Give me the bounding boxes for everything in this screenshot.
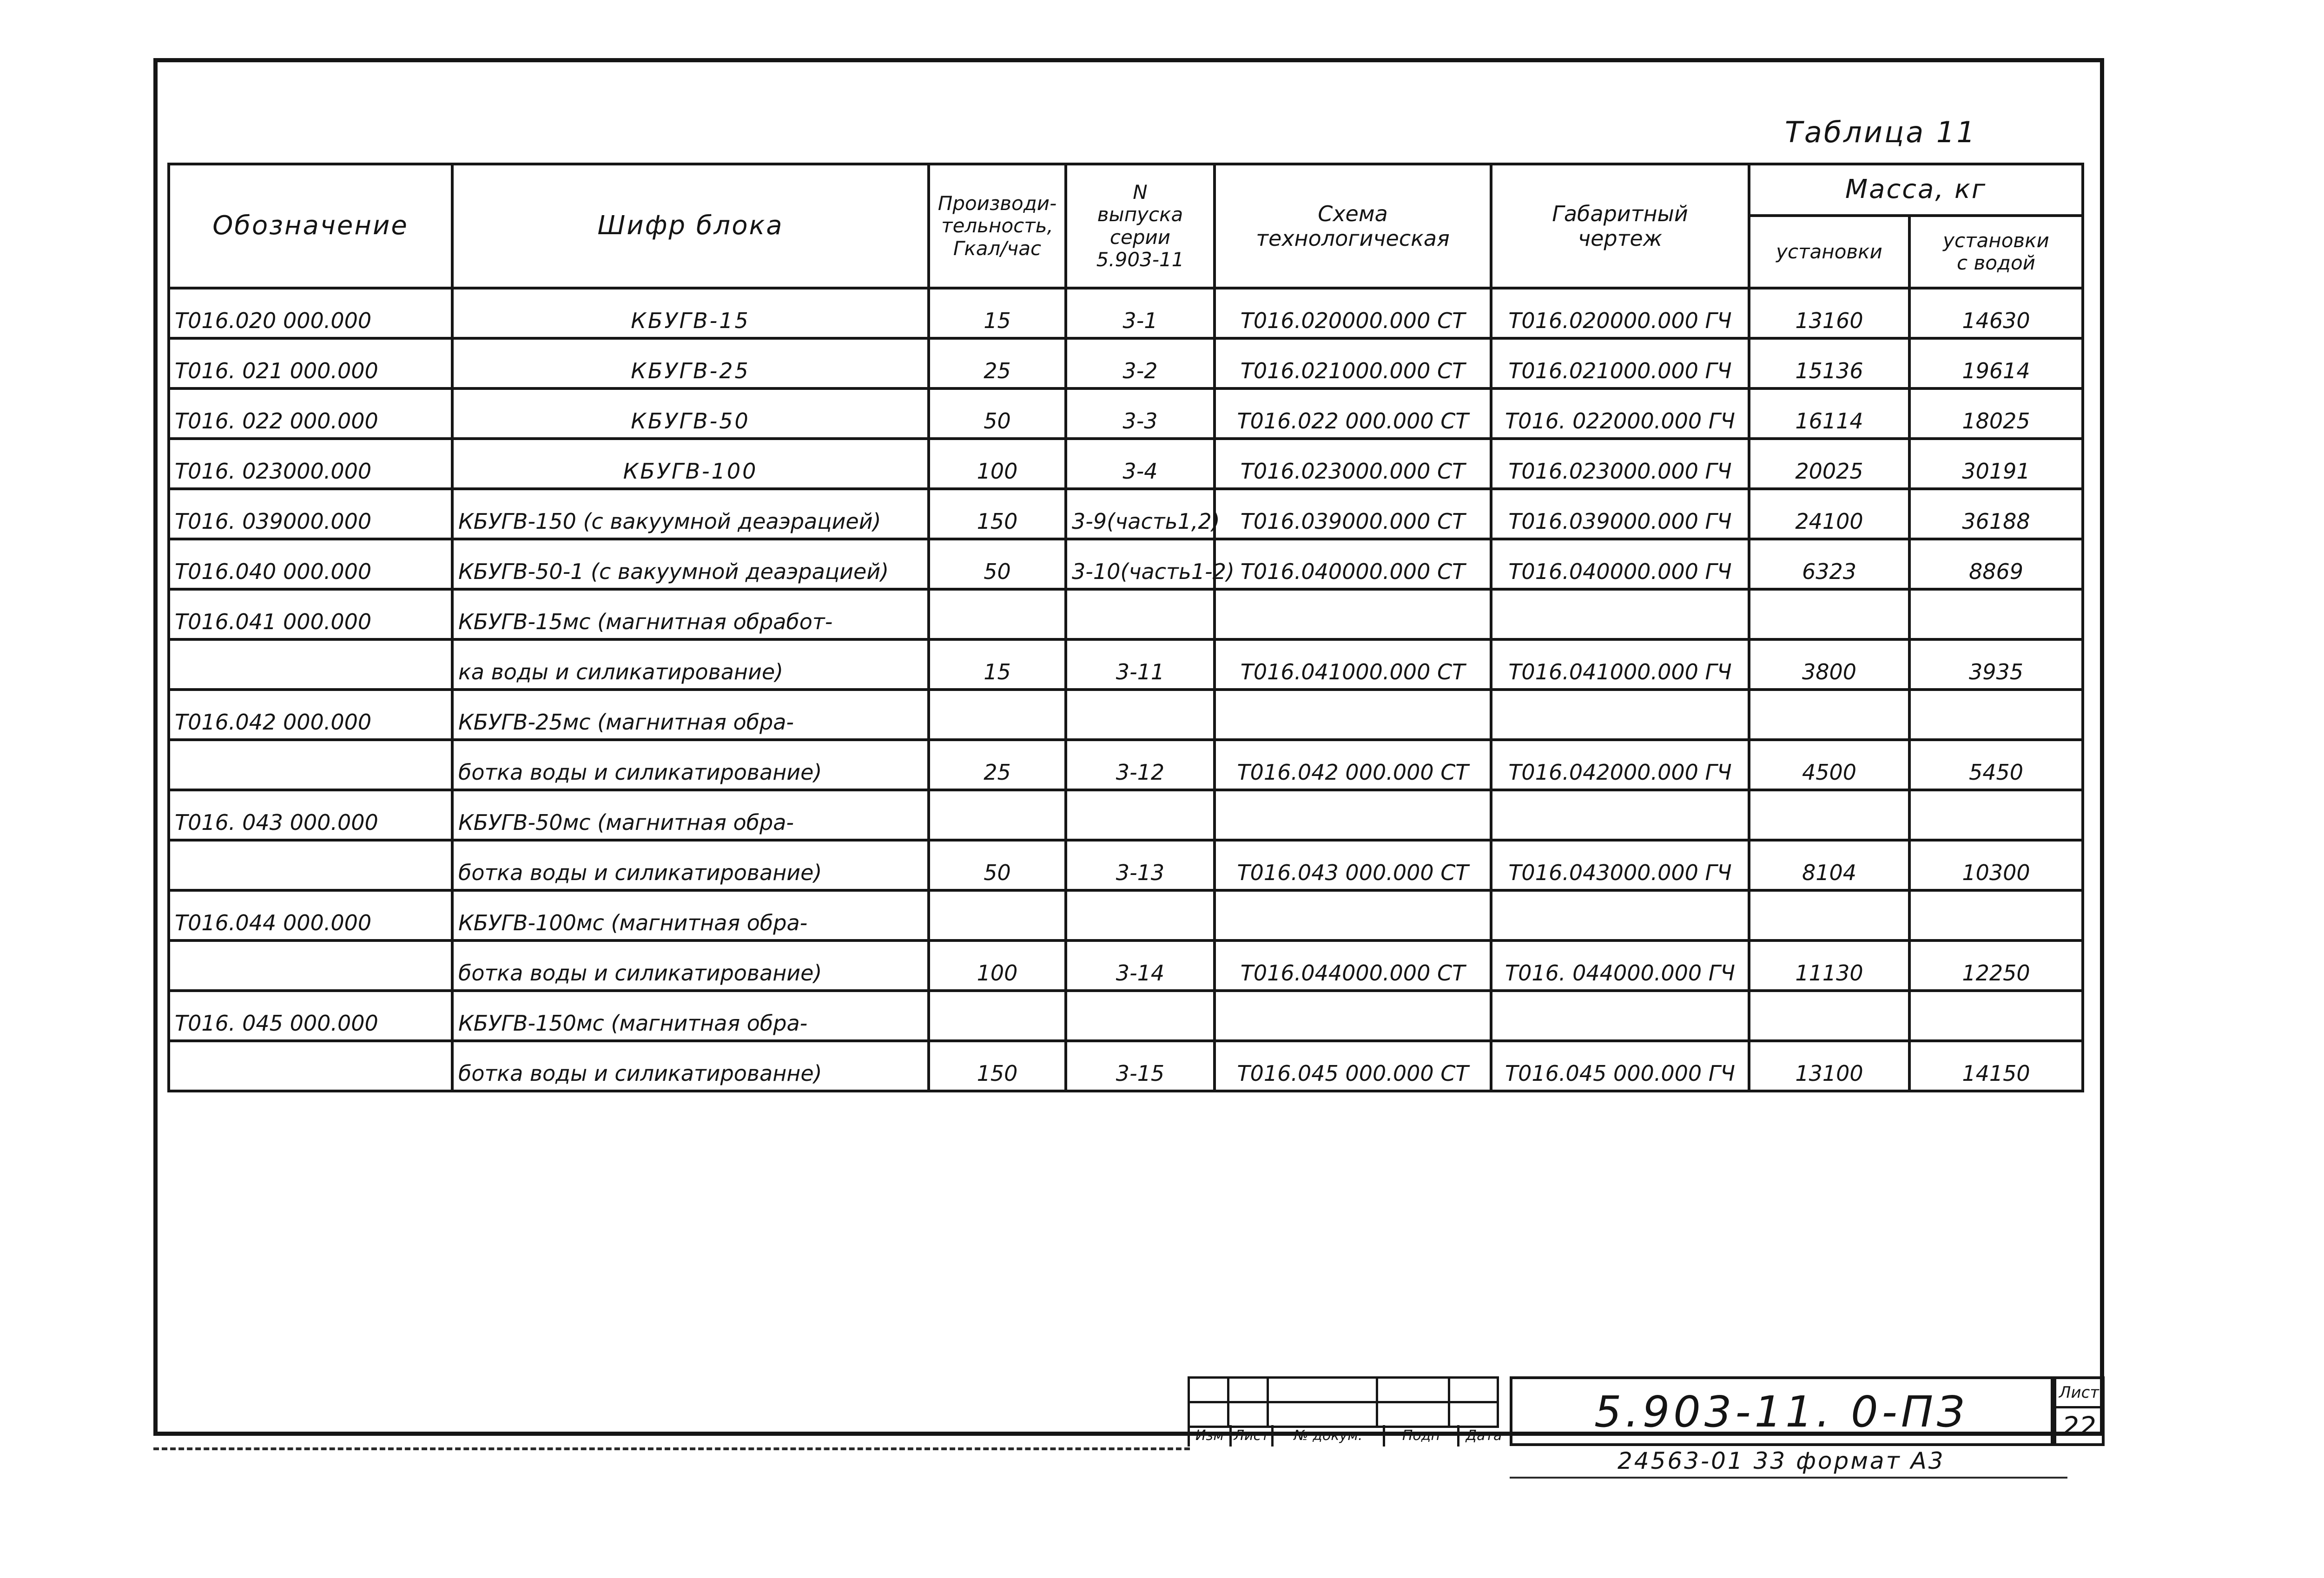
cell-capacity [929, 890, 1066, 940]
cell-mass-with-water [1909, 589, 2083, 639]
cell-capacity: 150 [929, 1041, 1066, 1091]
cell-issue: 3-15 [1066, 1041, 1215, 1091]
cell-scheme [1215, 690, 1491, 740]
cell-issue [1066, 890, 1215, 940]
cell-drawing: Т016.023000.000 ГЧ [1491, 439, 1749, 489]
stamp-sign-label: Подп [1383, 1425, 1457, 1446]
table-row [169, 439, 2083, 489]
cell-mass-with-water: 19614 [1909, 338, 2083, 388]
table-row [169, 539, 2083, 589]
cell-capacity [929, 690, 1066, 740]
cell-block-code: ботка воды и силикатированне) [452, 1041, 929, 1091]
cell-designation [169, 940, 452, 991]
cell-scheme: Т016.040000.000 СТ [1215, 539, 1491, 589]
cell-drawing: Т016.045 000.000 ГЧ [1491, 1041, 1749, 1091]
cell-scheme: Т016.042 000.000 СТ [1215, 740, 1491, 790]
table-row [169, 890, 2083, 940]
cell-designation: Т016. 039000.000 [169, 489, 452, 539]
stamp-sheet-label: Лист [1229, 1425, 1271, 1446]
cell-capacity: 50 [929, 539, 1066, 589]
cell-mass-with-water: 14630 [1909, 288, 2083, 338]
cell-scheme: Т016.043 000.000 СТ [1215, 840, 1491, 890]
cell-scheme: Т016.045 000.000 СТ [1215, 1041, 1491, 1091]
cell-mass [1749, 890, 1909, 940]
header-mass: Масса, кг [1749, 164, 2083, 216]
cell-mass-with-water: 10300 [1909, 840, 2083, 890]
table-row [169, 338, 2083, 388]
cell-block-code: КБУГВ-100мс (магнитная обра- [452, 890, 929, 940]
cell-capacity: 150 [929, 489, 1066, 539]
cell-drawing: Т016.042000.000 ГЧ [1491, 740, 1749, 790]
header-mass-with-water: установки с водой [1909, 216, 2083, 288]
cell-issue: 3-2 [1066, 338, 1215, 388]
cell-designation: Т016. 023000.000 [169, 439, 452, 489]
cell-designation: Т016.044 000.000 [169, 890, 452, 940]
cell-issue: 3-9(часть1,2) [1066, 489, 1215, 539]
cell-mass-with-water: 18025 [1909, 388, 2083, 439]
cell-mass [1749, 690, 1909, 740]
bottom-border-line [153, 1447, 1190, 1450]
cell-block-code: КБУГВ-25мс (магнитная обра- [452, 690, 929, 740]
cell-scheme: Т016.039000.000 СТ [1215, 489, 1491, 539]
cell-mass-with-water: 30191 [1909, 439, 2083, 489]
cell-issue: 3-12 [1066, 740, 1215, 790]
cell-mass-with-water: 14150 [1909, 1041, 2083, 1091]
cell-designation [169, 740, 452, 790]
cell-block-code: КБУГВ-50-1 (с вакуумной деаэрацией) [452, 539, 929, 589]
sheet-label: Лист [2056, 1379, 2102, 1408]
cell-scheme: Т016.044000.000 СТ [1215, 940, 1491, 991]
sheet-number-box [2053, 1376, 2105, 1446]
specification-table [167, 163, 2084, 1092]
table-row [169, 790, 2083, 840]
cell-block-code: ка воды и силикатирование) [452, 639, 929, 690]
cell-mass [1749, 589, 1909, 639]
cell-drawing [1491, 589, 1749, 639]
cell-issue: 3-14 [1066, 940, 1215, 991]
cell-designation: Т016. 022 000.000 [169, 388, 452, 439]
cell-capacity [929, 589, 1066, 639]
cell-block-code: КБУГВ-150мс (магнитная обра- [452, 991, 929, 1041]
cell-mass-with-water: 8869 [1909, 539, 2083, 589]
footer-underline [1510, 1477, 2067, 1479]
cell-scheme: Т016.020000.000 СТ [1215, 288, 1491, 338]
cell-scheme [1215, 790, 1491, 840]
cell-designation: Т016.042 000.000 [169, 690, 452, 740]
cell-scheme [1215, 890, 1491, 940]
cell-designation: Т016.040 000.000 [169, 539, 452, 589]
cell-mass-with-water: 36188 [1909, 489, 2083, 539]
table-body [169, 288, 2083, 1091]
cell-capacity [929, 991, 1066, 1041]
cell-mass: 4500 [1749, 740, 1909, 790]
cell-drawing [1491, 790, 1749, 840]
cell-issue: 3-13 [1066, 840, 1215, 890]
table-row [169, 589, 2083, 639]
table-row [169, 991, 2083, 1041]
cell-designation [169, 840, 452, 890]
cell-mass: 13160 [1749, 288, 1909, 338]
cell-drawing: Т016.041000.000 ГЧ [1491, 639, 1749, 690]
cell-block-code: КБУГВ-150 (с вакуумной деаэрацией) [452, 489, 929, 539]
table-row [169, 388, 2083, 439]
cell-mass: 20025 [1749, 439, 1909, 489]
cell-mass [1749, 790, 1909, 840]
cell-block-code: КБУГВ-100 [452, 439, 929, 489]
cell-designation [169, 639, 452, 690]
cell-scheme [1215, 589, 1491, 639]
table-row [169, 1041, 2083, 1091]
cell-capacity: 50 [929, 840, 1066, 890]
cell-drawing: Т016.040000.000 ГЧ [1491, 539, 1749, 589]
cell-mass: 24100 [1749, 489, 1909, 539]
cell-scheme: Т016.021000.000 СТ [1215, 338, 1491, 388]
cell-block-code: КБУГВ-50мс (магнитная обра- [452, 790, 929, 840]
cell-capacity: 25 [929, 338, 1066, 388]
cell-issue: 3-3 [1066, 388, 1215, 439]
cell-issue: 3-11 [1066, 639, 1215, 690]
cell-mass: 8104 [1749, 840, 1909, 890]
header-capacity: Производи- тельность, Гкал/час [929, 164, 1066, 288]
cell-issue: 3-1 [1066, 288, 1215, 338]
cell-issue: 3-10(часть1-2) [1066, 539, 1215, 589]
cell-drawing: Т016. 044000.000 ГЧ [1491, 940, 1749, 991]
cell-block-code: КБУГВ-15 [452, 288, 929, 338]
cell-capacity: 100 [929, 940, 1066, 991]
cell-block-code: КБУГВ-15мс (магнитная обработ- [452, 589, 929, 639]
table-row [169, 840, 2083, 890]
cell-scheme: Т016.022 000.000 СТ [1215, 388, 1491, 439]
cell-designation: Т016.041 000.000 [169, 589, 452, 639]
cell-mass-with-water: 12250 [1909, 940, 2083, 991]
cell-drawing [1491, 991, 1749, 1041]
cell-designation: Т016. 021 000.000 [169, 338, 452, 388]
cell-scheme: Т016.023000.000 СТ [1215, 439, 1491, 489]
cell-mass-with-water [1909, 890, 2083, 940]
cell-issue [1066, 690, 1215, 740]
cell-mass: 11130 [1749, 940, 1909, 991]
table-row [169, 288, 2083, 338]
cell-capacity [929, 790, 1066, 840]
cell-designation: Т016.020 000.000 [169, 288, 452, 338]
cell-drawing: Т016.020000.000 ГЧ [1491, 288, 1749, 338]
table-row [169, 940, 2083, 991]
cell-block-code: ботка воды и силикатирование) [452, 740, 929, 790]
cell-capacity: 15 [929, 288, 1066, 338]
cell-mass: 13100 [1749, 1041, 1909, 1091]
table-row [169, 740, 2083, 790]
header-issue: N выпуска серии 5.903-11 [1066, 164, 1215, 288]
header-designation: Обозначение [169, 164, 452, 288]
cell-capacity: 100 [929, 439, 1066, 489]
title-block-grid [1188, 1376, 1499, 1428]
cell-drawing: Т016.039000.000 ГЧ [1491, 489, 1749, 539]
cell-mass [1749, 991, 1909, 1041]
cell-mass: 15136 [1749, 338, 1909, 388]
cell-mass-with-water [1909, 991, 2083, 1041]
cell-drawing [1491, 690, 1749, 740]
cell-mass-with-water: 5450 [1909, 740, 2083, 790]
sheet-number: 22 [2062, 1411, 2096, 1442]
cell-drawing: Т016. 022000.000 ГЧ [1491, 388, 1749, 439]
document-code: 5.903-11. 0-ПЗ [1594, 1387, 1968, 1437]
cell-mass-with-water [1909, 790, 2083, 840]
cell-scheme [1215, 991, 1491, 1041]
table-row [169, 489, 2083, 539]
cell-capacity: 15 [929, 639, 1066, 690]
cell-block-code: ботка воды и силикатирование) [452, 940, 929, 991]
cell-mass: 6323 [1749, 539, 1909, 589]
cell-issue [1066, 991, 1215, 1041]
format-note: 24563-01 33 формат А3 [1618, 1447, 1945, 1474]
cell-designation: Т016. 043 000.000 [169, 790, 452, 840]
title-block-labels [1188, 1425, 1508, 1446]
stamp-change-label: Изм [1188, 1425, 1229, 1446]
cell-drawing: Т016.043000.000 ГЧ [1491, 840, 1749, 890]
table-caption: Таблица 11 [1785, 115, 1977, 149]
cell-issue: 3-4 [1066, 439, 1215, 489]
cell-mass: 3800 [1749, 639, 1909, 690]
cell-designation [169, 1041, 452, 1091]
cell-block-code: КБУГВ-25 [452, 338, 929, 388]
cell-block-code: ботка воды и силикатирование) [452, 840, 929, 890]
cell-block-code: КБУГВ-50 [452, 388, 929, 439]
cell-issue [1066, 589, 1215, 639]
cell-drawing [1491, 890, 1749, 940]
header-drawing: Габаритный чертеж [1491, 164, 1749, 288]
cell-mass-with-water [1909, 690, 2083, 740]
stamp-date-label: Дата [1457, 1425, 1508, 1446]
header-mass-unit: установки [1749, 216, 1909, 288]
table-row [169, 690, 2083, 740]
cell-capacity: 25 [929, 740, 1066, 790]
cell-mass-with-water: 3935 [1909, 639, 2083, 690]
cell-drawing: Т016.021000.000 ГЧ [1491, 338, 1749, 388]
header-scheme: Схема технологическая [1215, 164, 1491, 288]
table-row [169, 639, 2083, 690]
cell-scheme: Т016.041000.000 СТ [1215, 639, 1491, 690]
header-block-code: Шифр блока [452, 164, 929, 288]
stamp-document-label: № докум. [1271, 1425, 1383, 1446]
cell-mass: 16114 [1749, 388, 1909, 439]
cell-capacity: 50 [929, 388, 1066, 439]
cell-designation: Т016. 045 000.000 [169, 991, 452, 1041]
cell-issue [1066, 790, 1215, 840]
